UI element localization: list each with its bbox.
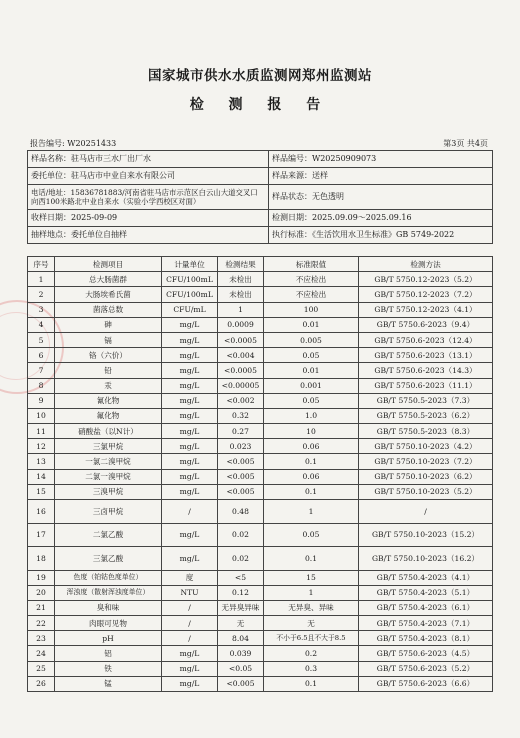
cell-index: 17 [28, 523, 55, 547]
table-row [28, 272, 493, 287]
cell-limit: 1 [264, 500, 359, 524]
standard: 执行标准：《生活饮用水卫生标准》GB 5749-2022 [269, 227, 493, 244]
sample-name: 样品名称：驻马店市三水厂出厂水 [28, 151, 269, 168]
column-header-limit: 标准限值 [264, 257, 359, 272]
table-row [28, 439, 493, 454]
cell-method: GB/T 5750.10-2023（6.2） [359, 469, 493, 484]
cell-result: <0.005 [218, 469, 264, 484]
cell-index: 19 [28, 570, 55, 585]
cell-item: 硝酸盐（以N计） [55, 424, 162, 439]
cell-item: 菌落总数 [55, 302, 162, 317]
cell-unit: / [162, 631, 218, 646]
cell-unit: mg/L [162, 317, 218, 332]
cell-limit: 0.1 [264, 484, 359, 499]
cell-result: 未检出 [218, 272, 264, 287]
table-row [28, 363, 493, 378]
cell-unit: mg/L [162, 547, 218, 571]
cell-item: pH [55, 631, 162, 646]
cell-index: 18 [28, 547, 55, 571]
cell-unit: mg/L [162, 332, 218, 347]
cell-method: GB/T 5750.6-2023（5.2） [359, 661, 493, 676]
cell-item: 铅 [55, 363, 162, 378]
table-row [28, 287, 493, 302]
cell-unit: mg/L [162, 484, 218, 499]
cell-unit: mg/L [162, 661, 218, 676]
cell-method: GB/T 5750.6-2023（6.6） [359, 676, 493, 691]
table-row [28, 302, 493, 317]
cell-method: GB/T 5750.12-2023（4.1） [359, 302, 493, 317]
cell-index: 25 [28, 661, 55, 676]
cell-index: 7 [28, 363, 55, 378]
cell-method: GB/T 5750.4-2023（4.1） [359, 570, 493, 585]
table-header-row [28, 257, 493, 272]
cell-unit: mg/L [162, 378, 218, 393]
cell-unit: mg/L [162, 469, 218, 484]
cell-unit: NTU [162, 585, 218, 600]
column-header-method: 检测方法 [359, 257, 493, 272]
cell-index: 23 [28, 631, 55, 646]
cell-unit: CFU/100mL [162, 287, 218, 302]
cell-index: 12 [28, 439, 55, 454]
table-row [28, 523, 493, 547]
cell-unit: mg/L [162, 408, 218, 423]
cell-result: 0.02 [218, 523, 264, 547]
cell-method: GB/T 5750.6-2023（12.4） [359, 332, 493, 347]
cell-unit: / [162, 500, 218, 524]
cell-limit: 无异臭、异味 [264, 600, 359, 615]
cell-limit: 0.001 [264, 378, 359, 393]
cell-limit: 不应检出 [264, 272, 359, 287]
cell-unit: mg/L [162, 363, 218, 378]
table-row [28, 317, 493, 332]
cell-result: <0.00005 [218, 378, 264, 393]
cell-method: GB/T 5750.10-2023（7.2） [359, 454, 493, 469]
column-header-unit: 计量单位 [162, 257, 218, 272]
cell-limit: 10 [264, 424, 359, 439]
report-number: 报告编号: W20251433 [30, 139, 117, 148]
table-row [28, 424, 493, 439]
table-row [28, 408, 493, 423]
cell-method: GB/T 5750.4-2023（7.1） [359, 616, 493, 631]
table-row [28, 600, 493, 615]
column-header-index: 序号 [28, 257, 55, 272]
cell-method: GB/T 5750.10-2023（5.2） [359, 484, 493, 499]
cell-index: 5 [28, 332, 55, 347]
cell-unit: mg/L [162, 348, 218, 363]
cell-unit: / [162, 600, 218, 615]
cell-limit: 0.2 [264, 646, 359, 661]
cell-method: GB/T 5750.6-2023（11.1） [359, 378, 493, 393]
page-number: 第3页 共4页 [443, 139, 488, 148]
sample-number: 样品编号：W20250909073 [269, 151, 493, 168]
cell-limit: 0.01 [264, 363, 359, 378]
cell-limit: 0.005 [264, 332, 359, 347]
cell-limit: 0.01 [264, 317, 359, 332]
cell-index: 4 [28, 317, 55, 332]
table-row [28, 676, 493, 691]
cell-unit: mg/L [162, 439, 218, 454]
cell-index: 2 [28, 287, 55, 302]
cell-index: 10 [28, 408, 55, 423]
cell-result: <0.004 [218, 348, 264, 363]
cell-result: 0.02 [218, 547, 264, 571]
cell-limit: 1.0 [264, 408, 359, 423]
cell-method: GB/T 5750.12-2023（7.2） [359, 287, 493, 302]
cell-result: <0.005 [218, 676, 264, 691]
table-row [28, 570, 493, 585]
cell-index: 26 [28, 676, 55, 691]
cell-result: <0.05 [218, 661, 264, 676]
cell-item: 氰化物 [55, 393, 162, 408]
table-row [28, 631, 493, 646]
cell-limit: 不应检出 [264, 287, 359, 302]
cell-item: 铝 [55, 646, 162, 661]
cell-method: GB/T 5750.6-2023（13.1） [359, 348, 493, 363]
cell-item: 色度（铂钴色度单位） [55, 570, 162, 585]
table-row [28, 484, 493, 499]
cell-unit: 度 [162, 570, 218, 585]
cell-item: 铁 [55, 661, 162, 676]
cell-item: 浑浊度（散射浑浊度单位） [55, 585, 162, 600]
cell-item: 砷 [55, 317, 162, 332]
cell-result: <0.005 [218, 484, 264, 499]
cell-item: 臭和味 [55, 600, 162, 615]
contact-address: 电话/地址：15836781883/河南省驻马店市示范区白云山大道交叉口向西100米路北中业自来水（实验小学西校区对面） [28, 185, 269, 210]
cell-unit: CFU/mL [162, 302, 218, 317]
table-row [28, 646, 493, 661]
cell-index: 21 [28, 600, 55, 615]
cell-item: 三溴甲烷 [55, 484, 162, 499]
cell-method: GB/T 5750.10-2023（4.2） [359, 439, 493, 454]
cell-index: 15 [28, 484, 55, 499]
cell-limit: 0.1 [264, 547, 359, 571]
cell-index: 16 [28, 500, 55, 524]
cell-limit: 0.05 [264, 523, 359, 547]
cell-item: 总大肠菌群 [55, 272, 162, 287]
cell-index: 20 [28, 585, 55, 600]
table-row [28, 661, 493, 676]
cell-result: 无 [218, 616, 264, 631]
cell-unit: / [162, 616, 218, 631]
test-date: 检测日期：2025.09.09～2025.09.16 [269, 210, 493, 227]
cell-item: 镉 [55, 332, 162, 347]
cell-limit: 0.05 [264, 393, 359, 408]
cell-method: GB/T 5750.10-2023（15.2） [359, 523, 493, 547]
table-row [28, 469, 493, 484]
cell-limit: 0.1 [264, 454, 359, 469]
cell-item: 二氯一溴甲烷 [55, 469, 162, 484]
cell-item: 肉眼可见物 [55, 616, 162, 631]
cell-item: 三氯甲烷 [55, 439, 162, 454]
cell-result: 0.12 [218, 585, 264, 600]
column-header-result: 检测结果 [218, 257, 264, 272]
cell-method: GB/T 5750.5-2023（7.3） [359, 393, 493, 408]
cell-method: GB/T 5750.6-2023（9.4） [359, 317, 493, 332]
cell-result: 0.32 [218, 408, 264, 423]
organization-title: 国家城市供水水质监测网郑州监测站 [148, 68, 372, 84]
cell-method: GB/T 5750.5-2023（6.2） [359, 408, 493, 423]
cell-limit: 0.06 [264, 439, 359, 454]
cell-result: <0.002 [218, 393, 264, 408]
table-row [28, 454, 493, 469]
cell-limit: 0.3 [264, 661, 359, 676]
client: 委托单位：驻马店市中业自来水有限公司 [28, 168, 269, 185]
cell-method: GB/T 5750.6-2023（4.5） [359, 646, 493, 661]
cell-result: 0.023 [218, 439, 264, 454]
cell-item: 三卤甲烷 [55, 500, 162, 524]
cell-limit: 100 [264, 302, 359, 317]
cell-method: / [359, 500, 493, 524]
cell-item: 氟化物 [55, 408, 162, 423]
table-row [28, 616, 493, 631]
cell-unit: mg/L [162, 523, 218, 547]
cell-item: 一氯二溴甲烷 [55, 454, 162, 469]
cell-item: 锰 [55, 676, 162, 691]
cell-result: 0.039 [218, 646, 264, 661]
cell-item: 大肠埃希氏菌 [55, 287, 162, 302]
cell-result: 0.48 [218, 500, 264, 524]
cell-limit: 不小于6.5且不大于8.5 [264, 631, 359, 646]
table-row [28, 585, 493, 600]
cell-index: 24 [28, 646, 55, 661]
cell-result: 1 [218, 302, 264, 317]
cell-limit: 0.1 [264, 676, 359, 691]
cell-method: GB/T 5750.5-2023（8.3） [359, 424, 493, 439]
cell-method: GB/T 5750.4-2023（5.1） [359, 585, 493, 600]
report-title: 检 测 报 告 [189, 97, 331, 113]
cell-method: GB/T 5750.12-2023（5.2） [359, 272, 493, 287]
cell-result: <0.0005 [218, 332, 264, 347]
cell-item: 汞 [55, 378, 162, 393]
table-row [28, 547, 493, 571]
cell-result: <5 [218, 570, 264, 585]
cell-index: 13 [28, 454, 55, 469]
cell-unit: mg/L [162, 454, 218, 469]
cell-unit: mg/L [162, 676, 218, 691]
cell-item: 铬（六价） [55, 348, 162, 363]
cell-index: 8 [28, 378, 55, 393]
cell-index: 1 [28, 272, 55, 287]
cell-result: <0.0005 [218, 363, 264, 378]
cell-unit: CFU/100mL [162, 272, 218, 287]
column-header-item: 检测项目 [55, 257, 162, 272]
cell-limit: 无 [264, 616, 359, 631]
cell-result: 0.0009 [218, 317, 264, 332]
cell-index: 3 [28, 302, 55, 317]
sampling-location: 抽样地点：委托单位自抽样 [28, 227, 269, 244]
cell-item: 三氯乙酸 [55, 547, 162, 571]
cell-limit: 0.05 [264, 348, 359, 363]
cell-limit: 1 [264, 585, 359, 600]
cell-index: 11 [28, 424, 55, 439]
cell-limit: 0.06 [264, 469, 359, 484]
results-table [27, 256, 493, 692]
cell-method: GB/T 5750.4-2023（6.1） [359, 600, 493, 615]
cell-unit: mg/L [162, 424, 218, 439]
table-row [28, 332, 493, 347]
cell-method: GB/T 5750.10-2023（16.2） [359, 547, 493, 571]
cell-index: 14 [28, 469, 55, 484]
sample-source: 样品来源：送样 [269, 168, 493, 185]
sample-info-table [27, 150, 493, 244]
cell-result: 未检出 [218, 287, 264, 302]
table-row [28, 378, 493, 393]
cell-item: 二氯乙酸 [55, 523, 162, 547]
cell-unit: mg/L [162, 646, 218, 661]
cell-index: 9 [28, 393, 55, 408]
table-row [28, 393, 493, 408]
sample-state: 样品状态：无色透明 [269, 185, 493, 210]
cell-result: <0.005 [218, 454, 264, 469]
table-row [28, 500, 493, 524]
cell-index: 6 [28, 348, 55, 363]
cell-method: GB/T 5750.4-2023（8.1） [359, 631, 493, 646]
cell-unit: mg/L [162, 393, 218, 408]
cell-result: 0.27 [218, 424, 264, 439]
cell-method: GB/T 5750.6-2023（14.3） [359, 363, 493, 378]
cell-result: 无异臭异味 [218, 600, 264, 615]
cell-limit: 15 [264, 570, 359, 585]
received-date: 收样日期：2025-09-09 [28, 210, 269, 227]
table-row [28, 348, 493, 363]
cell-result: 8.04 [218, 631, 264, 646]
cell-index: 22 [28, 616, 55, 631]
